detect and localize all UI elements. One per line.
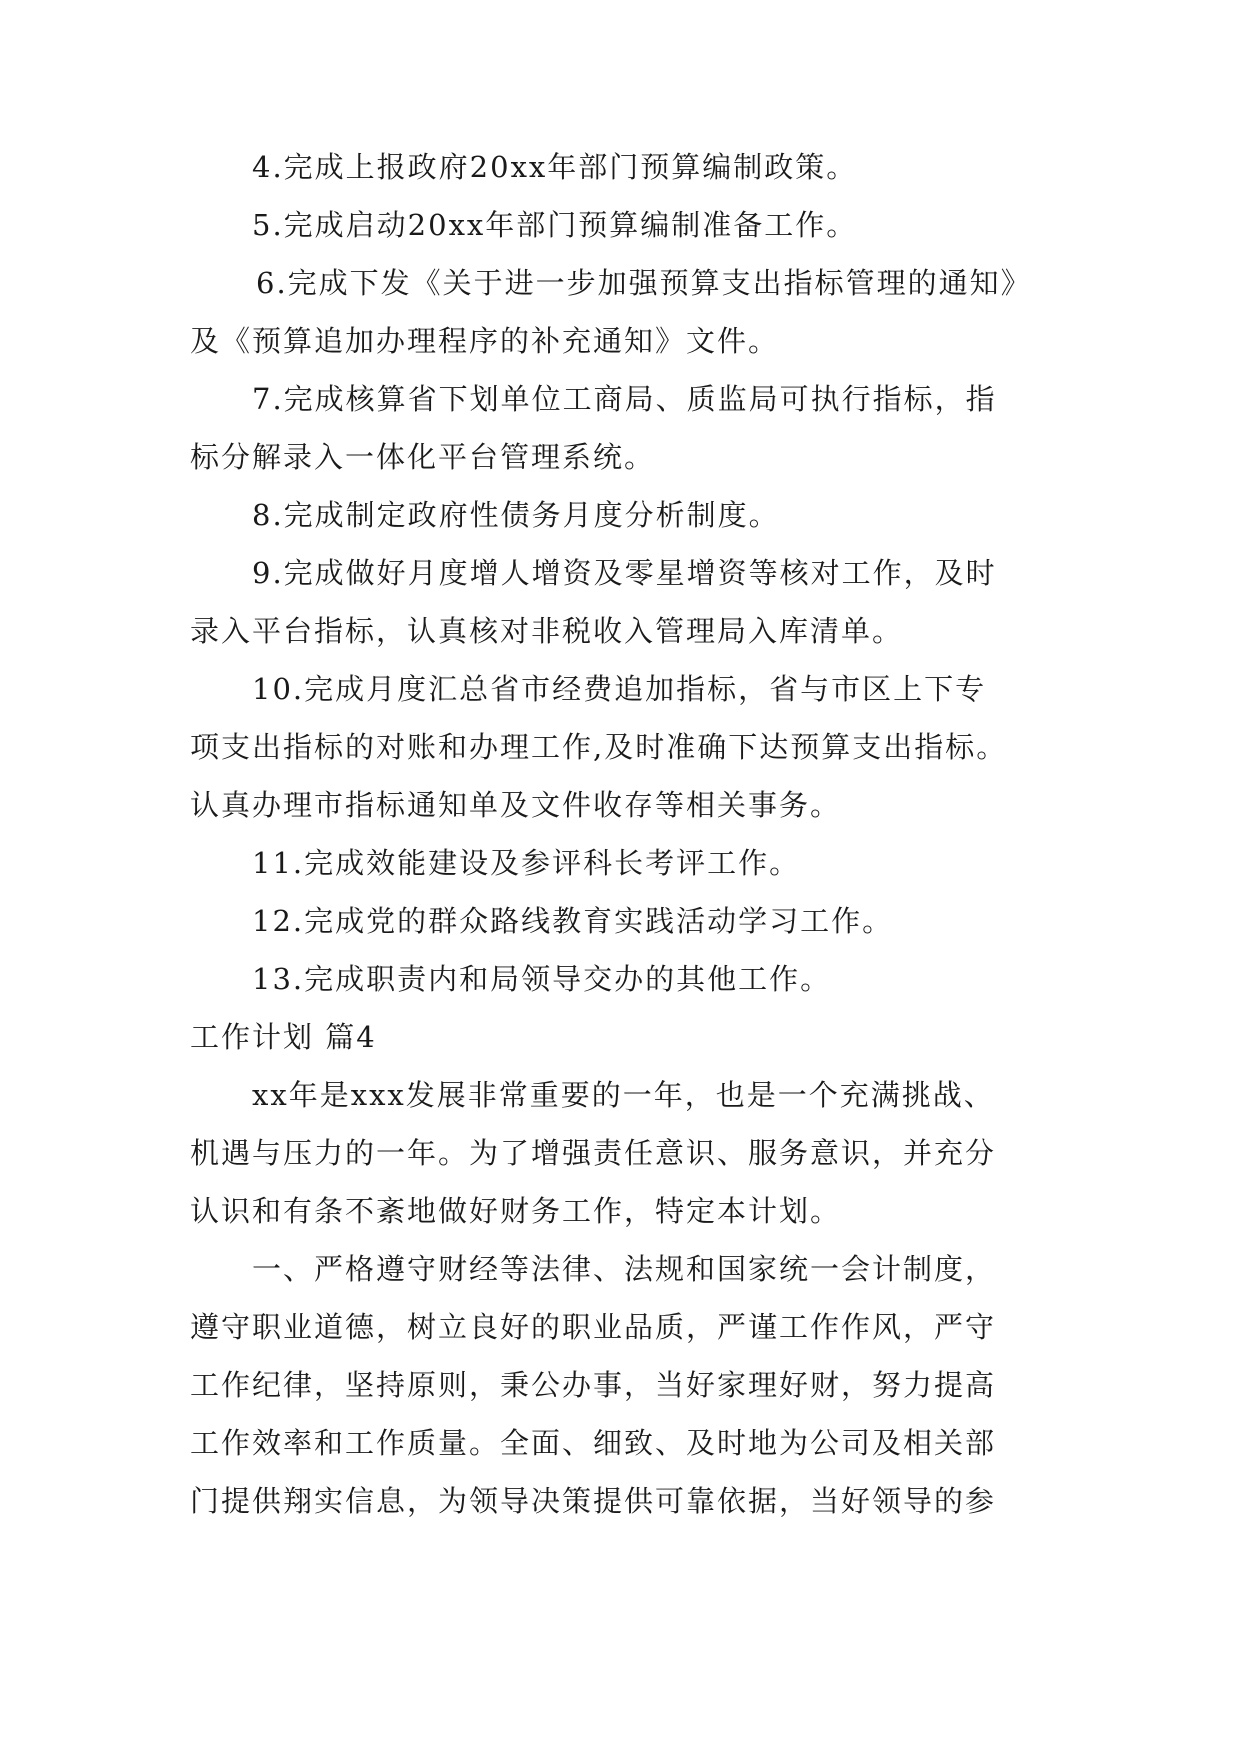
paragraph-line: 标分解录入一体化平台管理系统。: [190, 440, 656, 474]
paragraph-line: 12.完成党的群众路线教育实践活动学习工作。: [252, 904, 894, 938]
paragraph-line: 项支出指标的对账和办理工作,及时准确下达预算支出指标。: [190, 730, 1008, 764]
section-heading: 工作计划 篇4: [190, 1020, 377, 1054]
paragraph-line: 门提供翔实信息，为领导决策提供可靠依据，当好领导的参: [190, 1484, 997, 1518]
paragraph-line: 5.完成启动20xx年部门预算编制准备工作。: [252, 208, 858, 242]
paragraph-line: 4.完成上报政府20xx年部门预算编制政策。: [252, 150, 858, 184]
paragraph-line: 8.完成制定政府性债务月度分析制度。: [252, 498, 780, 532]
paragraph-line: 9.完成做好月度增人增资及零星增资等核对工作，及时: [252, 556, 997, 590]
paragraph-line: 11.完成效能建设及参评科长考评工作。: [252, 846, 801, 880]
paragraph-line: 6.完成下发《关于进一步加强预算支出指标管理的通知》: [256, 266, 1032, 300]
paragraph-line: 及《预算追加办理程序的补充通知》文件。: [190, 324, 780, 358]
paragraph-line: xx年是xxx发展非常重要的一年，也是一个充满挑战、: [252, 1078, 995, 1112]
paragraph-line: 13.完成职责内和局领导交办的其他工作。: [252, 962, 832, 996]
paragraph-line: 认真办理市指标通知单及文件收存等相关事务。: [190, 788, 842, 822]
paragraph-line: 7.完成核算省下划单位工商局、质监局可执行指标，指: [252, 382, 997, 416]
paragraph-line: 遵守职业道德，树立良好的职业品质，严谨工作作风，严守: [190, 1310, 997, 1344]
paragraph-line: 10.完成月度汇总省市经费追加指标，省与市区上下专: [252, 672, 987, 706]
paragraph-line: 一、严格遵守财经等法律、法规和国家统一会计制度，: [252, 1252, 997, 1286]
paragraph-line: 工作效率和工作质量。全面、细致、及时地为公司及相关部: [190, 1426, 997, 1460]
paragraph-line: 认识和有条不紊地做好财务工作，特定本计划。: [190, 1194, 842, 1228]
paragraph-line: 工作纪律，坚持原则，秉公办事，当好家理好财，努力提高: [190, 1368, 997, 1402]
paragraph-line: 机遇与压力的一年。为了增强责任意识、服务意识，并充分: [190, 1136, 997, 1170]
paragraph-line: 录入平台指标，认真核对非税收入管理局入库清单。: [190, 614, 904, 648]
